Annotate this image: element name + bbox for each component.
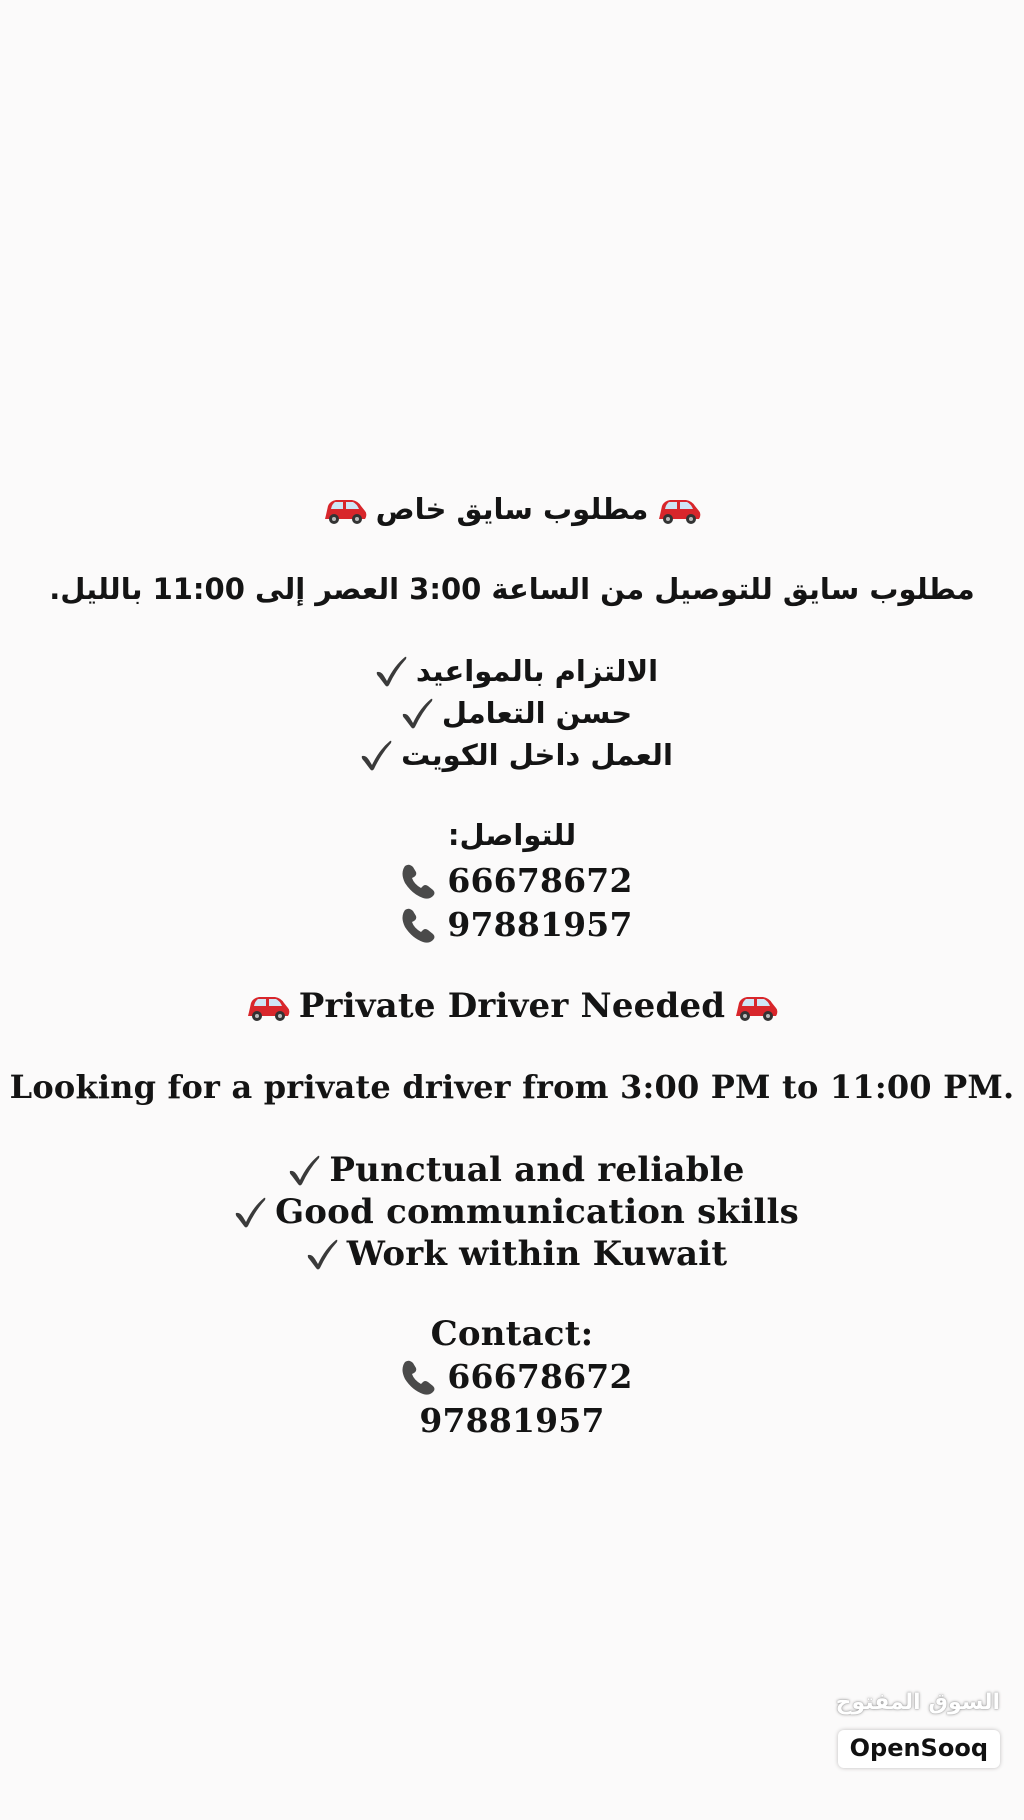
- english-title-line: [0, 984, 1024, 1026]
- check-mark-icon: [398, 694, 436, 732]
- watermark-arabic: السوق المفتوح: [835, 1690, 1000, 1715]
- check-mark-icon: [285, 1151, 323, 1189]
- car-icon: [245, 990, 291, 1022]
- phone-icon: [397, 1354, 441, 1398]
- requirement-text: العمل داخل الكويت: [401, 738, 673, 772]
- phone-number: 66678672: [447, 860, 633, 900]
- english-requirement-1: [0, 1148, 1024, 1190]
- watermark-logo: OpenSooq: [838, 1730, 1000, 1768]
- requirement-text: حسن التعامل: [441, 696, 633, 730]
- check-mark-icon: [231, 1193, 269, 1231]
- arabic-requirement-2: [0, 694, 1024, 732]
- phone-number: 66678672: [447, 1356, 633, 1396]
- arabic-title-line: [0, 490, 1024, 526]
- english-requirement-3: [0, 1232, 1024, 1274]
- car-icon: [733, 990, 779, 1022]
- english-contact-label: Contact:: [430, 1314, 594, 1354]
- requirement-text: Good communication skills: [275, 1192, 799, 1232]
- requirement-text: Punctual and reliable: [329, 1150, 745, 1190]
- arabic-phone-1: [0, 858, 1024, 902]
- arabic-requirement-3: [0, 736, 1024, 774]
- requirement-text: الالتزام بالمواعيد: [415, 654, 659, 688]
- phone-number: 97881957: [419, 1400, 605, 1440]
- english-phone-1: [0, 1354, 1024, 1398]
- check-mark-icon: [372, 652, 410, 690]
- phone-number: 97881957: [447, 904, 633, 944]
- car-icon: [322, 493, 368, 525]
- check-mark-icon: [303, 1235, 341, 1273]
- arabic-contact-label: للتواصل:: [447, 818, 577, 852]
- requirement-text: Work within Kuwait: [346, 1234, 728, 1274]
- arabic-description: مطلوب سايق للتوصيل من الساعة 3:00 العصر إلى 11:00 بالليل.: [49, 572, 975, 606]
- arabic-phone-2: [0, 902, 1024, 946]
- check-mark-icon: [357, 736, 395, 774]
- english-description: Looking for a private driver from 3:00 PM to 11:00 PM.: [9, 1068, 1015, 1106]
- arabic-requirement-1: [0, 652, 1024, 690]
- english-phone-2: [0, 1398, 1024, 1440]
- phone-icon: [397, 902, 441, 946]
- phone-icon: [397, 858, 441, 902]
- car-icon: [656, 493, 702, 525]
- english-requirement-2: [0, 1190, 1024, 1232]
- english-title: Private Driver Needed: [298, 986, 726, 1026]
- arabic-title: مطلوب سايق خاص: [375, 492, 649, 526]
